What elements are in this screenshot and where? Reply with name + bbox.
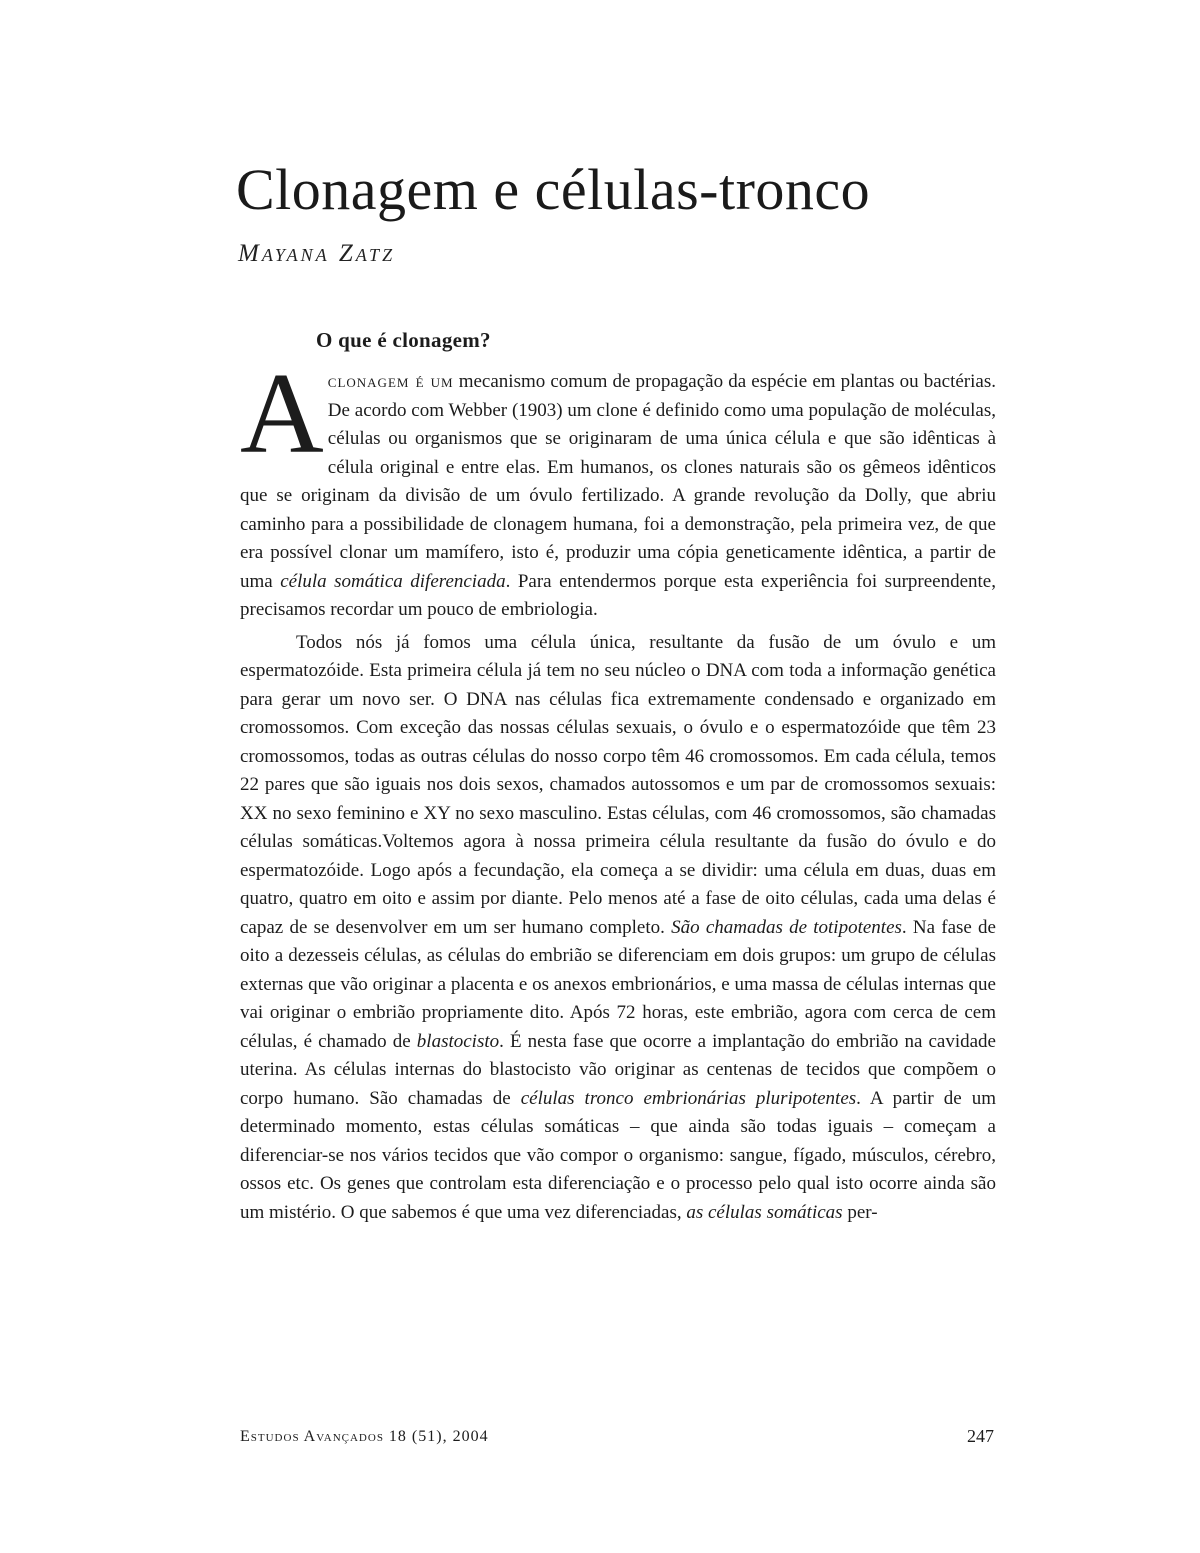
paragraph-1 [240,350,996,625]
paragraph-1-text-b: . Para entendermos porque esta experiência foi surpreendente, precisamos recordar um pouco de embriologia. [240,570,996,620]
journal-citation: Estudos Avançados 18 (51), 2004 [240,1428,489,1445]
paragraph-2-emphasis-a: São chamadas de totipotentes [671,916,902,938]
section-heading: O que é clonagem? [316,328,491,352]
drop-cap: A [240,350,324,478]
paragraph-2-text-c: . É nesta fase que ocorre a implantação do embrião na cavidade uterina. As células internas do blastocisto vão originar as centenas de tecidos que compõem o corpo humano. São chamadas de [240,1030,996,1109]
article-title: Clonagem e células-tronco [236,157,871,222]
paragraph-2 [240,629,996,1228]
paragraph-2-text-e: per- [842,1201,878,1223]
page-number: 247 [967,1426,994,1446]
paragraph-1-text-a: mecanismo comum de propagação da espécie em plantas ou bactérias. De acordo com Webber (1903) um clone é definido como uma população de moléculas, células ou organismos que se originaram de uma única célula e que são idênticas à célula original e entre elas. Em humanos, os clones naturais são os gêmeos idênticos que se originam da divisão de um óvulo fertilizado. A grande revolução da Dolly, que abriu caminho para a possibilidade de clonagem humana, foi a demonstração, pela primeira vez, de que era possível clonar um mamífero, isto é, produzir uma cópia geneticamente idêntica, a partir de uma [240,371,996,592]
paragraph-2-emphasis-d: as células somáticas [686,1201,843,1223]
article-body [240,350,997,1227]
author-name: Mayana Zatz [238,240,396,267]
paragraph-2-emphasis-c: células tronco embrionárias pluripotentes [520,1087,857,1109]
paragraph-1-emphasis: célula somática diferenciada [280,570,506,592]
paragraph-2-text-b: . Na fase de oito a dezesseis células, as células do embrião se diferenciam em dois grupos: um grupo de células externas que vão originar a placenta e os anexos embrionários, e uma massa de células internas que vai originar o embrião propriamente dito. Após 72 horas, este embrião, agora com cerca de cem células, é chamado de [240,916,996,1052]
paragraph-2-emphasis-b: blastocisto [416,1030,500,1052]
paragraph-2-text-d: . A partir de um determinado momento, estas células somáticas – que ainda são todas iguais – começam a diferenciar-se nos vários tecidos que vão compor o organismo: sangue, fígado, músculos, cérebro, ossos etc. Os genes que controlam esta diferenciação e o processo pelo qual isto ocorre ainda são um mistério. O que sabemos é que uma vez diferenciadas, [240,1087,997,1223]
paragraph-2-text-a: Todos nós já fomos uma célula única, resultante da fusão de um óvulo e um espermatozóide. Esta primeira célula já tem no seu núcleo o DNA com toda a informação genética para gerar um novo ser. O DNA nas células fica extremamente condensado e organizado em cromossomos. Com exceção das nossas células sexuais, o óvulo e o espermatozóide que têm 23 cromossomos, todas as outras células do nosso corpo têm 46 cromossomos. Em cada célula, temos 22 pares que são iguais nos dois sexos, chamados autossomos e um par de cromossomos sexuais: XX no sexo feminino e XY no sexo masculino. Estas células, com 46 cromossomos, são chamadas células somáticas.Voltemos agora à nossa primeira célula resultante da fusão do óvulo e do espermatozóide. Logo após a fecundação, ela começa a se dividir: uma célula em duas, duas em quatro, quatro em oito e assim por diante. Pelo menos até a fase de oito células, cada uma delas é capaz de se desenvolver em um ser humano completo. [240,631,996,938]
lead-in: clonagem é um [327,371,454,392]
